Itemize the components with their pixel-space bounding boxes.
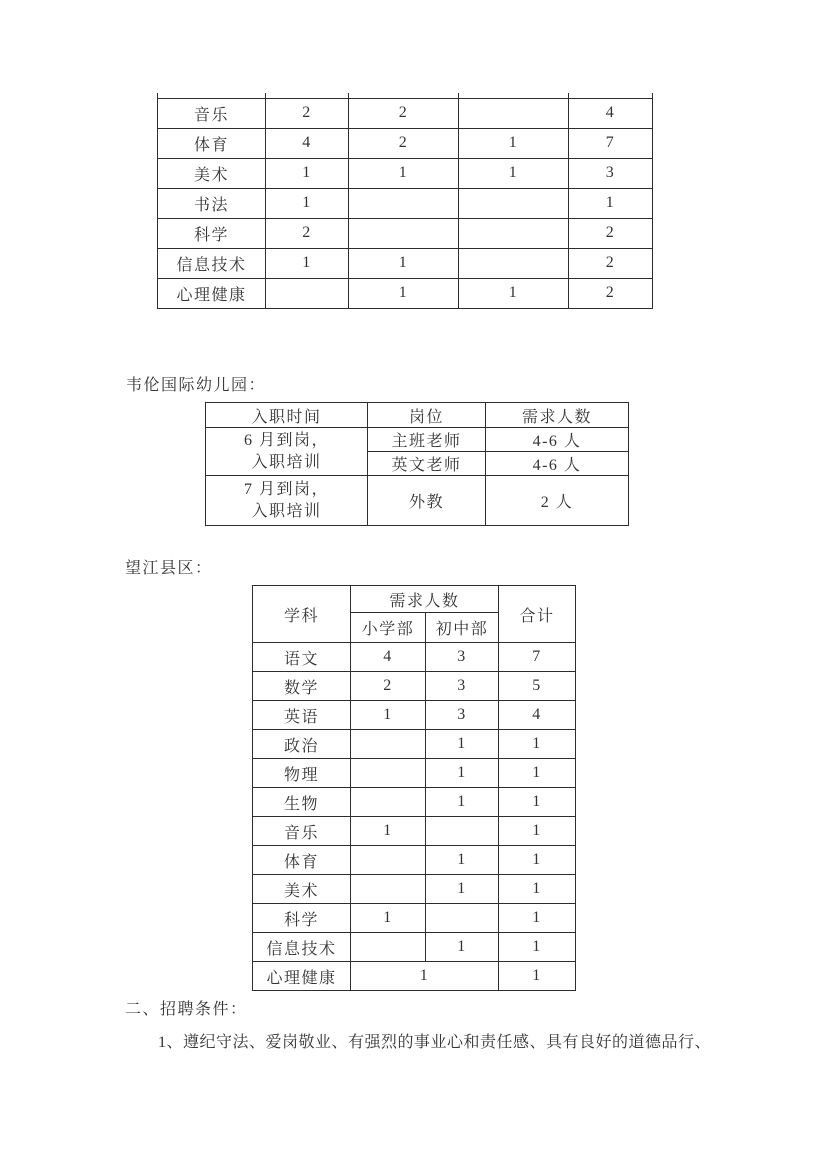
subject-cell: 科学: [158, 218, 266, 248]
table-row: [253, 817, 576, 846]
value-cell: 1: [459, 128, 569, 158]
primary-cell: [351, 846, 426, 875]
time-line-2: 入职培训: [251, 502, 322, 520]
table-row: [158, 218, 653, 248]
primary-cell: 2: [351, 672, 426, 701]
table-row: [158, 98, 653, 128]
junior-cell: 1: [426, 730, 499, 759]
value-cell: 1: [349, 278, 459, 308]
total-cell: 2: [569, 248, 653, 278]
subject-cell: 体育: [253, 846, 351, 875]
primary-cell: [351, 875, 426, 904]
subject-cell: 体育: [158, 128, 266, 158]
kindergarten-section-label: 韦伦国际幼儿园：: [126, 377, 267, 394]
value-cell: [349, 218, 459, 248]
table-header-row: [206, 403, 629, 428]
total-cell: 1: [499, 846, 576, 875]
header-cell-primary: 小学部: [351, 613, 426, 643]
total-cell: 1: [499, 730, 576, 759]
value-cell: 1: [266, 188, 349, 218]
total-cell: 1: [499, 759, 576, 788]
total-cell: 2: [569, 218, 653, 248]
position-cell: 主班老师: [368, 428, 486, 452]
value-cell: 1: [349, 158, 459, 188]
value-cell: [459, 248, 569, 278]
value-cell: 2: [266, 218, 349, 248]
table-row: [206, 476, 629, 526]
subject-cell: 美术: [158, 158, 266, 188]
subject-cell: 心理健康: [253, 962, 351, 991]
primary-cell: [351, 788, 426, 817]
header-cell-time: 入职时间: [206, 403, 368, 428]
subjects-demand-table-continued: [157, 93, 653, 309]
total-cell: 1: [499, 962, 576, 991]
total-cell: 1: [499, 788, 576, 817]
value-cell: 2: [349, 128, 459, 158]
primary-cell: 1: [351, 817, 426, 846]
subject-cell: 数学: [253, 672, 351, 701]
value-cell: [459, 218, 569, 248]
table-row: [253, 643, 576, 672]
table-row: [158, 188, 653, 218]
count-cell: 2 人: [486, 476, 629, 526]
time-line-2: 入职培训: [251, 453, 322, 471]
total-cell: 1: [499, 817, 576, 846]
primary-cell: [351, 730, 426, 759]
total-cell: 1: [499, 875, 576, 904]
count-cell: 4-6 人: [486, 428, 629, 452]
junior-cell: 3: [426, 643, 499, 672]
primary-cell: 1: [351, 904, 426, 933]
table-row: [158, 128, 653, 158]
junior-cell: 1: [426, 846, 499, 875]
table-row: [158, 158, 653, 188]
subject-cell: 信息技术: [253, 933, 351, 962]
subject-cell: 科学: [253, 904, 351, 933]
junior-cell: 3: [426, 701, 499, 730]
total-cell: 5: [499, 672, 576, 701]
wangjiang-demand-table: [252, 585, 576, 991]
header-cell-count: 需求人数: [486, 403, 629, 428]
junior-cell: 1: [426, 788, 499, 817]
junior-cell: [426, 904, 499, 933]
subject-cell: 音乐: [158, 98, 266, 128]
onboard-time-cell: [206, 428, 368, 476]
table-row: [158, 248, 653, 278]
header-cell-position: 岗位: [368, 403, 486, 428]
header-cell-demand: 需求人数: [351, 586, 499, 613]
total-cell: 1: [569, 188, 653, 218]
subject-cell: 物理: [253, 759, 351, 788]
subject-cell: 生物: [253, 788, 351, 817]
table-header-row: [253, 586, 576, 613]
value-cell: 1: [459, 158, 569, 188]
count-cell: 4-6 人: [486, 452, 629, 476]
total-cell: 3: [569, 158, 653, 188]
value-cell: [459, 98, 569, 128]
value-cell: 2: [266, 98, 349, 128]
total-cell: 4: [499, 701, 576, 730]
primary-cell: [351, 759, 426, 788]
total-cell: 7: [569, 128, 653, 158]
table-row: [253, 759, 576, 788]
total-cell: 2: [569, 278, 653, 308]
table-row: [253, 875, 576, 904]
time-line-1: 6 月到岗，: [243, 431, 329, 449]
junior-cell: 1: [426, 933, 499, 962]
value-cell: 1: [266, 248, 349, 278]
total-cell: 4: [569, 98, 653, 128]
header-cell-total: 合计: [499, 586, 576, 643]
table-row: [206, 428, 629, 452]
position-cell: 外教: [368, 476, 486, 526]
table-row: [253, 846, 576, 875]
position-cell: 英文老师: [368, 452, 486, 476]
header-cell-junior: 初中部: [426, 613, 499, 643]
junior-cell: 1: [426, 875, 499, 904]
subject-cell: 心理健康: [158, 278, 266, 308]
table-row: [253, 672, 576, 701]
value-cell: 4: [266, 128, 349, 158]
subject-cell: 美术: [253, 875, 351, 904]
table-row: [253, 933, 576, 962]
table-row: [253, 788, 576, 817]
junior-cell: 1: [426, 759, 499, 788]
primary-cell: 1: [351, 701, 426, 730]
junior-cell: 3: [426, 672, 499, 701]
table-row-merged: [253, 962, 576, 991]
subject-cell: 语文: [253, 643, 351, 672]
subject-cell: 英语: [253, 701, 351, 730]
subject-cell: 书法: [158, 188, 266, 218]
value-cell: [349, 188, 459, 218]
total-cell: 1: [499, 904, 576, 933]
subject-cell: 信息技术: [158, 248, 266, 278]
table-row: [253, 730, 576, 759]
kindergarten-recruitment-table: [205, 402, 629, 526]
table-row: [253, 701, 576, 730]
value-cell: 1: [459, 278, 569, 308]
value-cell: [266, 278, 349, 308]
header-cell-subject: 学科: [253, 586, 351, 643]
time-line-1: 7 月到岗，: [243, 480, 329, 498]
total-cell: 7: [499, 643, 576, 672]
onboard-time-cell: [206, 476, 368, 526]
value-cell: [459, 188, 569, 218]
section-heading: 二、招聘条件：: [125, 1001, 248, 1018]
table-row: [253, 904, 576, 933]
table-row: [158, 278, 653, 308]
primary-cell: 4: [351, 643, 426, 672]
total-cell: 1: [499, 933, 576, 962]
value-cell: 1: [266, 158, 349, 188]
subject-cell: 音乐: [253, 817, 351, 846]
wangjiang-section-label: 望江县区：: [125, 560, 213, 577]
value-cell: 1: [349, 248, 459, 278]
primary-cell: [351, 933, 426, 962]
merged-count-cell: 1: [351, 962, 499, 991]
value-cell: 2: [349, 98, 459, 128]
conditions-paragraph-line-1: 1、遵纪守法、爱岗敬业、有强烈的事业心和责任感、具有良好的道德品行、: [158, 1034, 712, 1051]
subject-cell: 政治: [253, 730, 351, 759]
junior-cell: [426, 817, 499, 846]
